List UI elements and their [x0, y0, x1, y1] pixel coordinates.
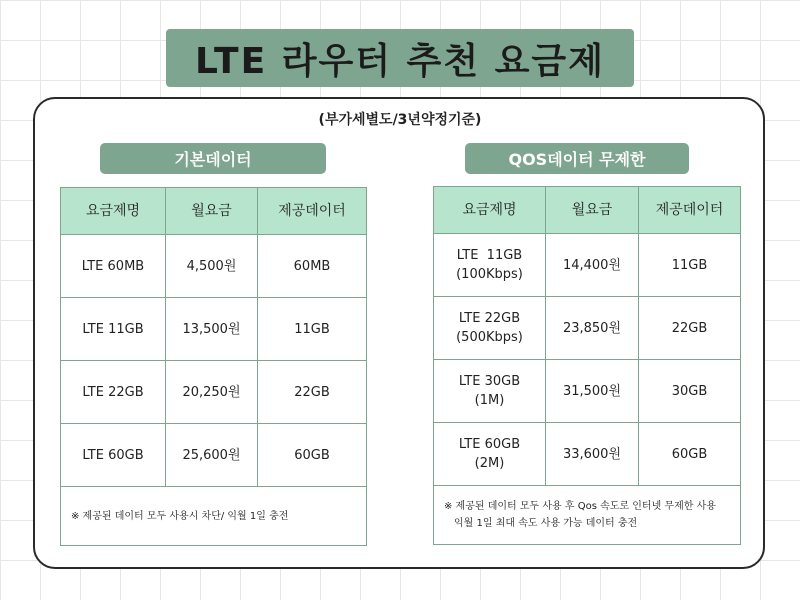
table-header-row [434, 187, 741, 234]
provided-data: 30GB [639, 360, 741, 423]
plan-name: LTE 60GB [61, 424, 166, 487]
plan-name: LTE 60MB [61, 235, 166, 298]
plan-name-cell [434, 423, 546, 486]
table-header-row [61, 188, 367, 235]
plan-name: LTE 22GB [458, 311, 521, 326]
table-row [61, 424, 367, 487]
plan-name-cell [434, 234, 546, 297]
plan-name: LTE 60GB [458, 437, 521, 452]
qos-note-line-2: 익월 1일 최대 속도 사용 가능 데이터 충전 [454, 518, 638, 529]
provided-data: 11GB [258, 298, 367, 361]
monthly-fee: 13,500원 [166, 298, 258, 361]
plan-name-cell [434, 297, 546, 360]
qos-speed: (1M) [474, 393, 505, 408]
monthly-fee: 20,250원 [166, 361, 258, 424]
qos-unlimited-label: QOS데이터 무제한 [465, 143, 689, 174]
qos-plan-table [433, 186, 741, 545]
monthly-fee: 4,500원 [166, 235, 258, 298]
plan-name: LTE 22GB [61, 361, 166, 424]
basic-data-label: 기본데이터 [100, 143, 326, 174]
note-row [434, 486, 741, 545]
qos-speed: (2M) [474, 456, 505, 471]
page-title: LTE 라우터 추천 요금제 [166, 29, 634, 87]
qos-speed: (500Kbps) [456, 330, 523, 345]
plan-name-cell [434, 360, 546, 423]
qos-note [434, 486, 741, 545]
basic-note: ※ 제공된 데이터 모두 사용시 차단/ 익월 1일 충전 [61, 487, 367, 546]
qos-speed: (100Kbps) [456, 267, 523, 282]
provided-data: 60GB [639, 423, 741, 486]
provided-data: 22GB [258, 361, 367, 424]
monthly-fee: 23,850원 [546, 297, 639, 360]
provided-data: 60GB [258, 424, 367, 487]
provided-data: 11GB [639, 234, 741, 297]
provided-data: 22GB [639, 297, 741, 360]
qos-note-line-1: ※ 제공된 데이터 모두 사용 후 Qos 속도로 인터넷 무제한 사용 [444, 501, 716, 512]
basic-plan-table [60, 187, 367, 546]
table-row [434, 360, 741, 423]
monthly-fee: 33,600원 [546, 423, 639, 486]
header-monthly-fee: 월요금 [166, 188, 258, 235]
table-row [61, 298, 367, 361]
table-row [434, 423, 741, 486]
table-row [61, 361, 367, 424]
plan-name: LTE 11GB [456, 248, 523, 263]
table-row [434, 297, 741, 360]
header-provided-data: 제공데이터 [258, 188, 367, 235]
table-row [434, 234, 741, 297]
note-row [61, 487, 367, 546]
monthly-fee: 31,500원 [546, 360, 639, 423]
header-provided-data: 제공데이터 [639, 187, 741, 234]
monthly-fee: 14,400원 [546, 234, 639, 297]
subtitle: (부가세별도/3년약정기준) [318, 112, 482, 128]
provided-data: 60MB [258, 235, 367, 298]
plan-name: LTE 30GB [458, 374, 521, 389]
header-plan-name: 요금제명 [61, 188, 166, 235]
plan-name: LTE 11GB [61, 298, 166, 361]
table-row [61, 235, 367, 298]
header-plan-name: 요금제명 [434, 187, 546, 234]
monthly-fee: 25,600원 [166, 424, 258, 487]
header-monthly-fee: 월요금 [546, 187, 639, 234]
